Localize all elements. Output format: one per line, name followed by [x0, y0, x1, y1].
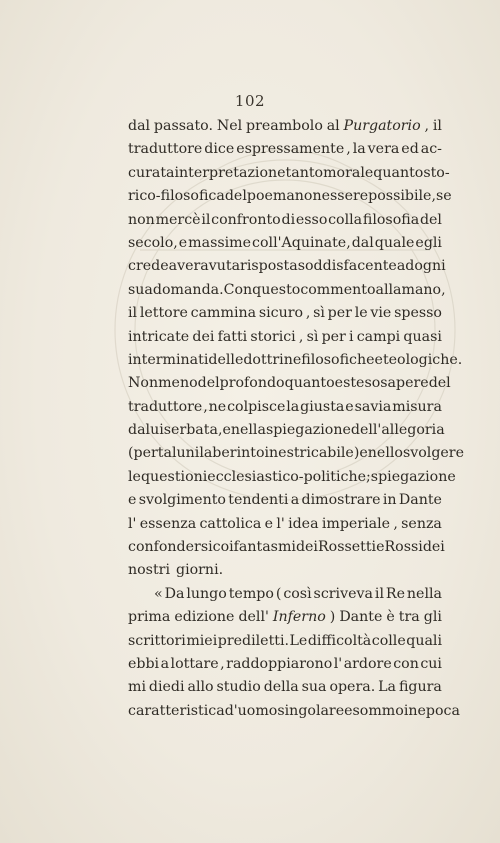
word: delle	[208, 351, 244, 368]
word: non	[128, 211, 155, 228]
word: a	[160, 655, 170, 672]
word: (per	[128, 445, 158, 462]
word: per	[321, 328, 346, 345]
word: avuta	[200, 258, 241, 275]
word: lettore	[139, 305, 188, 322]
word: meno	[158, 375, 198, 392]
word: dal	[128, 118, 151, 134]
word: scrittori	[128, 632, 186, 649]
word: Con	[223, 281, 253, 298]
word: filosofia	[362, 211, 420, 228]
word: ac-	[420, 141, 442, 158]
word: idea	[288, 515, 319, 532]
word: laberinto	[199, 445, 265, 462]
word: al	[326, 118, 340, 134]
word: ecclesiastico-politiche	[207, 468, 367, 485]
body-text	[128, 115, 464, 723]
word: ,	[346, 141, 351, 158]
word: aver	[168, 258, 201, 275]
text-line	[128, 302, 442, 325]
word: e	[128, 492, 137, 509]
word: «	[154, 585, 163, 602]
word: sua	[128, 281, 153, 298]
word: e	[376, 539, 385, 556]
word: dimostrare	[301, 492, 381, 509]
word: passato.	[153, 118, 213, 134]
word: e	[264, 515, 274, 532]
word: rico-filosofica	[128, 188, 225, 205]
word: il	[374, 585, 384, 602]
word: ed	[401, 141, 419, 158]
word: e	[344, 702, 353, 719]
word: l'	[128, 515, 137, 532]
word: miei	[186, 632, 218, 649]
word: studio	[216, 679, 261, 696]
word: coll'Aquinate,	[252, 234, 351, 251]
word: secolo,	[128, 234, 178, 251]
text-line	[128, 326, 442, 349]
word: domanda.	[152, 281, 224, 298]
word: tanto	[285, 164, 324, 181]
word: sicuro	[258, 305, 304, 322]
word: di	[281, 211, 296, 228]
word: filosofiche	[301, 351, 375, 368]
word: savia	[354, 398, 392, 415]
word: tendenti	[228, 492, 289, 509]
word: diedi	[148, 679, 185, 696]
text-line	[128, 232, 442, 255]
word: a	[290, 492, 300, 509]
word: La	[378, 679, 397, 696]
word: confronto	[211, 211, 281, 228]
word: tra	[398, 609, 420, 626]
word: campi	[356, 328, 401, 345]
word: crede	[128, 258, 169, 275]
text-line	[128, 162, 450, 185]
word: così	[283, 585, 312, 602]
word: figura	[398, 679, 442, 696]
word: essere	[321, 188, 369, 205]
word: ;	[366, 468, 371, 485]
word: il	[432, 118, 442, 134]
word: profondo	[219, 375, 285, 392]
text-line	[128, 676, 442, 699]
text-line	[128, 442, 464, 465]
word: (	[275, 585, 282, 602]
word: cattolica	[199, 515, 262, 532]
word: in	[382, 492, 397, 509]
word: taluni	[157, 445, 200, 462]
word: allegoria	[381, 422, 445, 439]
word: lottare	[170, 655, 219, 672]
word: il	[128, 305, 138, 322]
word: inestricabile)	[264, 445, 360, 462]
text-line	[128, 255, 446, 278]
word: intricate	[128, 328, 190, 345]
word: dell'	[238, 609, 269, 626]
text-line	[128, 653, 442, 676]
text-line	[128, 630, 442, 653]
word: ,	[298, 328, 304, 345]
text-line	[128, 513, 442, 536]
word: svolgimento	[138, 492, 226, 509]
word: fatti	[217, 328, 248, 345]
word: e	[222, 422, 231, 439]
word: interminati	[128, 351, 209, 368]
word: Re	[385, 585, 405, 602]
word: Nel	[216, 118, 243, 134]
word: commento	[300, 281, 376, 298]
word: per	[327, 305, 352, 322]
text-line	[128, 115, 442, 138]
text-line	[128, 489, 442, 512]
word: sua	[301, 679, 327, 696]
word: Rossetti	[317, 539, 377, 556]
word: gli	[423, 609, 442, 626]
word: nello	[367, 445, 403, 462]
word: quanto	[373, 164, 424, 181]
word: epoca	[417, 702, 460, 719]
word: prediletti.	[217, 632, 290, 649]
word: è	[386, 609, 395, 626]
text-line	[128, 279, 446, 302]
word: curata	[128, 164, 175, 181]
text-line	[128, 209, 442, 232]
word: e	[359, 445, 368, 462]
word: ,	[424, 118, 429, 134]
word: quale	[374, 234, 415, 251]
word: morale	[323, 164, 374, 181]
word: le	[128, 468, 141, 485]
word: risposta	[240, 258, 298, 275]
text-line	[128, 372, 451, 395]
word: Rossi	[384, 539, 423, 556]
word: dell'	[350, 422, 382, 439]
word: traduttore	[128, 398, 203, 415]
word: questo	[252, 281, 301, 298]
word: spiegazione	[370, 468, 456, 485]
word: dottrine	[243, 351, 302, 368]
word: caratteristica	[128, 702, 225, 719]
word: l'	[333, 655, 343, 672]
word: poema	[246, 188, 295, 205]
word: svolgere	[402, 445, 464, 462]
word: coi	[212, 539, 234, 556]
word: opera.	[329, 679, 376, 696]
text-line	[128, 536, 445, 559]
word: giorni.	[175, 562, 224, 579]
word: i	[349, 328, 354, 345]
word: essenza	[139, 515, 197, 532]
word: Dante	[339, 609, 383, 626]
word: quali	[406, 632, 442, 649]
word: singolare	[277, 702, 345, 719]
word: cammina	[190, 305, 257, 322]
word: vie	[370, 305, 392, 322]
text-line	[128, 583, 442, 606]
word: misura	[392, 398, 442, 415]
word: mercè	[155, 211, 201, 228]
word: soddisfacente	[297, 258, 397, 275]
page-number: 102	[234, 92, 266, 110]
word: la	[286, 398, 300, 415]
text-line	[128, 138, 442, 161]
word: in	[403, 702, 418, 719]
word: quanto	[284, 375, 335, 392]
word: cui	[420, 655, 442, 672]
word: del	[224, 188, 247, 205]
word: nella	[230, 422, 266, 439]
word: quasi	[403, 328, 442, 345]
word: e	[345, 398, 354, 415]
word: questioni	[140, 468, 208, 485]
word: ardore	[343, 655, 392, 672]
text-line	[128, 419, 445, 442]
word: alla	[375, 281, 402, 298]
word: del	[419, 211, 442, 228]
word: tempo	[228, 585, 274, 602]
word: nella	[406, 585, 442, 602]
word: scriveva	[313, 585, 373, 602]
word: sì	[313, 305, 325, 322]
word: espressamente	[236, 141, 345, 158]
word: ne	[208, 398, 227, 415]
word: storici	[250, 328, 296, 345]
word: massime	[188, 234, 252, 251]
text-line	[128, 466, 456, 489]
word: da	[128, 422, 146, 439]
word: ad	[396, 258, 415, 275]
word: mano,	[401, 281, 446, 298]
text-line	[128, 559, 442, 582]
word: dice	[204, 141, 235, 158]
word: interpretazione	[174, 164, 286, 181]
word: prima	[128, 609, 171, 626]
word: ebbi	[128, 655, 160, 672]
word: uomo	[237, 702, 278, 719]
word: Da	[164, 585, 185, 602]
word: dal	[351, 234, 374, 251]
word: nostri	[128, 562, 170, 579]
word: e	[374, 351, 383, 368]
word: teologiche.	[382, 351, 463, 368]
word: possibile,	[368, 188, 436, 205]
word: esteso	[334, 375, 381, 392]
word: sommo	[352, 702, 404, 719]
word: Inferno	[272, 609, 326, 626]
word: allo	[187, 679, 214, 696]
word: senza	[401, 515, 442, 532]
word: ,	[305, 305, 311, 322]
word: mi	[128, 679, 146, 696]
word: Purgatorio	[343, 118, 421, 134]
word: la	[352, 141, 366, 158]
word: ,	[220, 655, 225, 672]
word: non	[294, 188, 322, 205]
word: difficoltà	[307, 632, 372, 649]
word: dei	[295, 539, 318, 556]
word: d'	[224, 702, 238, 719]
word: traduttore	[128, 141, 203, 158]
text-line	[128, 349, 463, 372]
text-line	[128, 700, 460, 723]
word: edizione	[174, 609, 235, 626]
word: serbata	[163, 422, 218, 439]
word: giusta	[300, 398, 345, 415]
word: dei	[192, 328, 215, 345]
text-line	[128, 606, 442, 629]
word: sto-	[423, 164, 450, 181]
word: lui	[145, 422, 164, 439]
word: l'	[276, 515, 285, 532]
word: del	[197, 375, 220, 392]
word: egli	[415, 234, 442, 251]
word: se	[435, 188, 452, 205]
word: spesso	[394, 305, 442, 322]
word: esso	[295, 211, 328, 228]
word: vera	[367, 141, 400, 158]
word: confondersi	[128, 539, 213, 556]
word: sì	[306, 328, 319, 345]
word: colle	[371, 632, 406, 649]
word: imperiale	[321, 515, 391, 532]
word: le	[354, 305, 368, 322]
text-line	[128, 185, 452, 208]
word: spiegazione	[265, 422, 351, 439]
word: ogni	[414, 258, 446, 275]
word: ,	[217, 422, 223, 439]
word: dei	[422, 539, 445, 556]
word: colla	[328, 211, 363, 228]
word: Non	[128, 375, 159, 392]
word: della	[263, 679, 299, 696]
word: Le	[289, 632, 308, 649]
word: ,	[393, 515, 398, 532]
word: con	[393, 655, 419, 672]
word: lungo	[186, 585, 227, 602]
word: ,	[203, 398, 208, 415]
word: )	[329, 609, 336, 626]
word: Dante	[398, 492, 442, 509]
word: colpisce	[227, 398, 286, 415]
word: fantasmi	[233, 539, 296, 556]
word: sapere	[380, 375, 429, 392]
word: il	[201, 211, 211, 228]
word: preambolo	[246, 118, 323, 134]
word: e	[178, 234, 188, 251]
text-line	[128, 396, 442, 419]
word: raddoppiarono	[226, 655, 333, 672]
word: del	[428, 375, 451, 392]
